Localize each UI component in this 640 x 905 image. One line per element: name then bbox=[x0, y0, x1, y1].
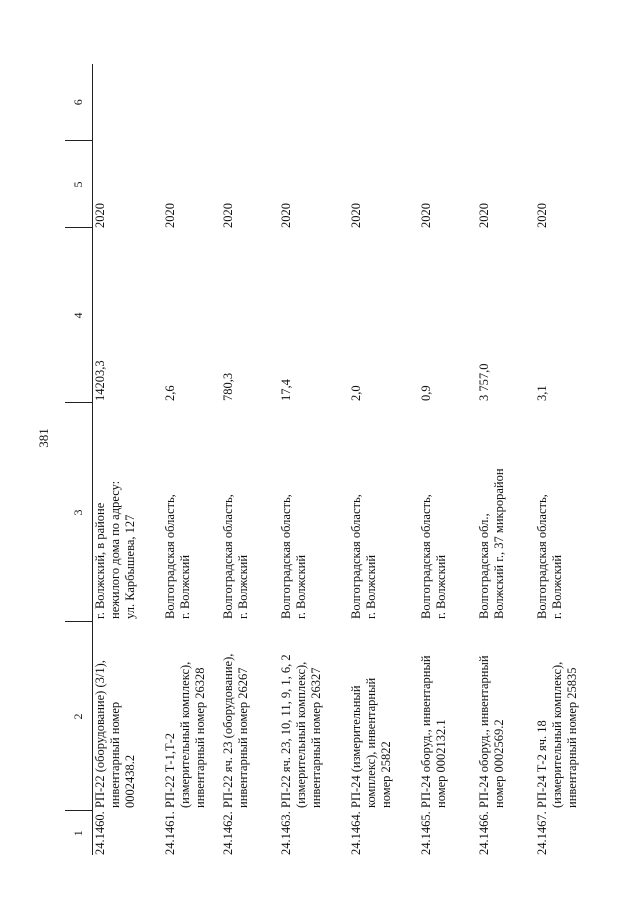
property-table bbox=[65, 64, 605, 855]
address-line: Волгоградская область, bbox=[220, 494, 235, 619]
name-line: РП-24 оборуд., инвентарный bbox=[476, 655, 491, 808]
object-value: 17,4 bbox=[278, 379, 293, 401]
object-value: 780,3 bbox=[220, 372, 235, 401]
object-address bbox=[163, 403, 221, 622]
table-row bbox=[535, 64, 605, 855]
name-line: (измерительный комплекс), bbox=[293, 661, 308, 808]
address-line: Волгоградская область, bbox=[348, 494, 363, 619]
object-name bbox=[349, 622, 419, 811]
table-row bbox=[349, 64, 419, 855]
row-index: 24.1467. bbox=[534, 811, 549, 855]
table-row bbox=[279, 64, 349, 855]
object-year: 2020 bbox=[162, 203, 177, 228]
address-line: Волгоградская область, bbox=[278, 494, 293, 619]
column-header-2: 2 bbox=[65, 622, 93, 811]
object-name bbox=[93, 622, 163, 811]
object-note bbox=[93, 64, 163, 141]
object-note bbox=[349, 64, 419, 141]
name-line: инвентарный номер bbox=[108, 701, 122, 808]
object-address bbox=[349, 403, 419, 622]
object-address bbox=[93, 403, 163, 622]
address-line: Волгоградская область, bbox=[534, 494, 549, 619]
row-index: 24.1464. bbox=[348, 811, 363, 855]
object-value: 2,6 bbox=[162, 385, 177, 401]
object-year: 2020 bbox=[348, 203, 363, 228]
address-line: г. Волжский bbox=[433, 554, 448, 619]
address-line: г. Волжский bbox=[235, 554, 250, 619]
object-note bbox=[221, 64, 279, 141]
object-value: 3,1 bbox=[534, 385, 549, 401]
table-header-row bbox=[65, 64, 93, 855]
name-line: (измерительный комплекс), bbox=[177, 661, 192, 808]
name-line: инвентарный номер 25835 bbox=[564, 667, 579, 808]
object-address bbox=[279, 403, 349, 622]
column-header-4: 4 bbox=[65, 228, 93, 403]
address-line: Волгоградская область, bbox=[418, 494, 433, 619]
address-line: Волгоградская область, bbox=[162, 494, 177, 619]
object-note bbox=[419, 64, 477, 141]
name-line: инвентарный номер 26328 bbox=[192, 667, 207, 808]
address-line: Волжский г., 37 микрорайон bbox=[491, 468, 506, 619]
address-line: ул. Карбышева, 127 bbox=[123, 514, 137, 619]
name-line: (измерительный комплекс), bbox=[549, 661, 564, 808]
object-address bbox=[221, 403, 279, 622]
address-line: г. Волжский bbox=[363, 554, 378, 619]
column-header-5: 5 bbox=[65, 141, 93, 228]
address-line: нежилого дома по адресу: bbox=[108, 480, 122, 619]
object-year: 2020 bbox=[220, 203, 235, 228]
object-name bbox=[419, 622, 477, 811]
object-year: 2020 bbox=[418, 203, 433, 228]
name-line: инвентарный номер 26267 bbox=[235, 667, 250, 808]
table-row bbox=[419, 64, 477, 855]
object-name bbox=[535, 622, 605, 811]
object-year: 2020 bbox=[93, 203, 107, 228]
name-line: РП-24 (измерительный bbox=[348, 685, 363, 808]
name-line: 0002438.2 bbox=[123, 754, 137, 808]
row-index: 24.1463. bbox=[278, 811, 293, 855]
object-address bbox=[535, 403, 605, 622]
address-line: г. Волжский, в районе bbox=[93, 502, 107, 619]
table-row bbox=[477, 64, 535, 855]
table-row bbox=[93, 64, 163, 855]
object-address bbox=[477, 403, 535, 622]
name-line: номер 0002132.1 bbox=[433, 719, 448, 808]
object-name bbox=[279, 622, 349, 811]
object-note bbox=[535, 64, 605, 141]
address-line: г. Волжский bbox=[177, 554, 192, 619]
object-year: 2020 bbox=[534, 203, 549, 228]
name-line: инвентарный номер 26327 bbox=[308, 667, 323, 808]
table-body bbox=[93, 64, 605, 855]
object-year: 2020 bbox=[278, 203, 293, 228]
object-value: 0,9 bbox=[418, 385, 433, 401]
object-note bbox=[477, 64, 535, 141]
object-note bbox=[163, 64, 221, 141]
row-index: 24.1461. bbox=[162, 811, 177, 855]
row-index: 24.1465. bbox=[418, 811, 433, 855]
address-line: г. Волжский bbox=[293, 554, 308, 619]
name-line: комплекс), инвентарный bbox=[363, 677, 378, 808]
name-line: РП-22 яч. 23, 10, 11, 9, 1, 6, 2 bbox=[278, 654, 293, 808]
name-line: номер 0002569.2 bbox=[491, 719, 506, 808]
name-line: РП-22 яч. 23 (оборудование), bbox=[220, 653, 235, 808]
object-note bbox=[279, 64, 349, 141]
object-name bbox=[221, 622, 279, 811]
table-row bbox=[163, 64, 221, 855]
object-name bbox=[477, 622, 535, 811]
object-value: 3 757,0 bbox=[476, 363, 491, 401]
column-header-3: 3 bbox=[65, 403, 93, 622]
name-line: РП-22 (оборудование) (3/1), bbox=[93, 660, 107, 808]
column-header-6: 6 bbox=[65, 64, 93, 141]
object-year: 2020 bbox=[476, 203, 491, 228]
name-line: номер 25822 bbox=[378, 741, 393, 808]
address-line: г. Волжский bbox=[549, 554, 564, 619]
object-address bbox=[419, 403, 477, 622]
column-header-1: 1 bbox=[65, 811, 93, 855]
name-line: РП-22 Т-1,Т-2 bbox=[162, 733, 177, 808]
object-value: 2,0 bbox=[348, 385, 363, 401]
address-line: Волгоградская обл., bbox=[476, 513, 491, 619]
name-line: РП-24 оборуд., инвентарный bbox=[418, 655, 433, 808]
row-index: 24.1460. bbox=[93, 811, 107, 855]
page-number: 381 bbox=[36, 428, 51, 448]
row-index: 24.1462. bbox=[220, 811, 235, 855]
row-index: 24.1466. bbox=[476, 811, 491, 855]
name-line: РП-24 Т-2 яч. 18 bbox=[534, 720, 549, 808]
object-value: 14203,3 bbox=[93, 360, 107, 401]
object-name bbox=[163, 622, 221, 811]
table-row bbox=[221, 64, 279, 855]
